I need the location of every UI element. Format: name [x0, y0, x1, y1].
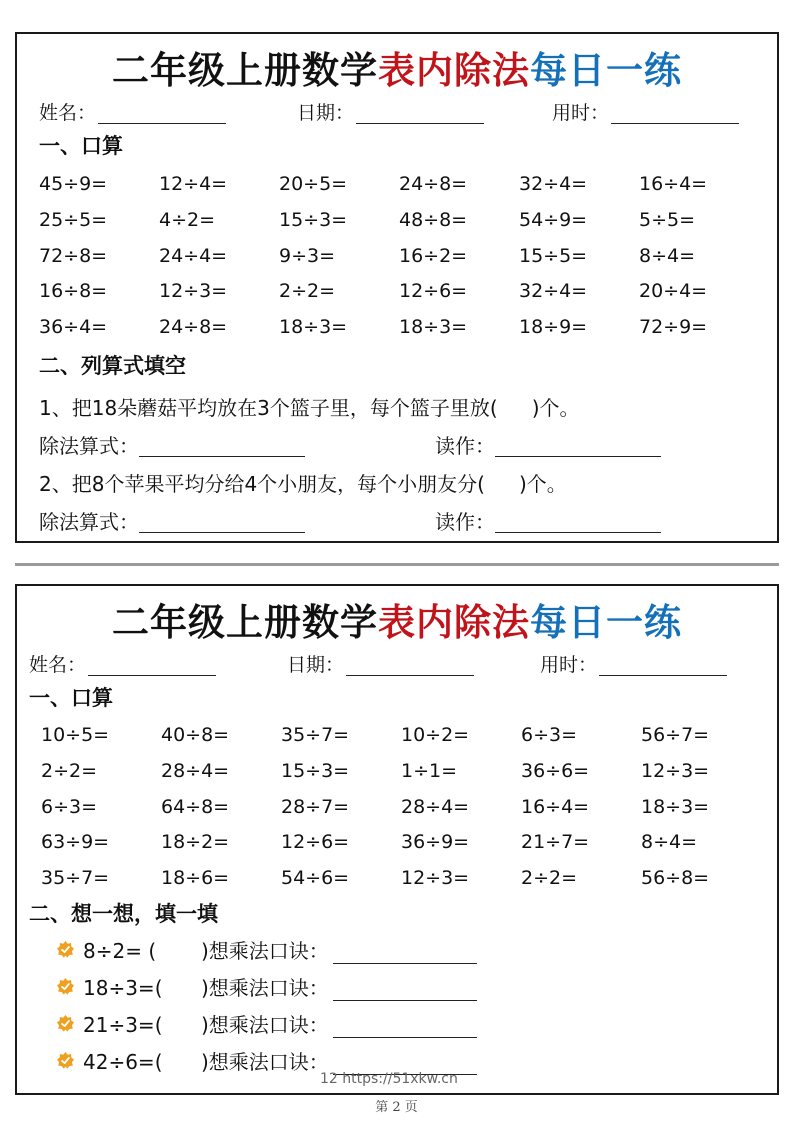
- calc-problem: 4÷2=: [159, 208, 216, 231]
- multiplication-rhyme-prompt: )想乘法口诀：: [201, 939, 329, 963]
- name-label: 姓名：: [39, 102, 97, 124]
- calc-problem: 21÷7=: [521, 831, 590, 854]
- calc-problem: 56÷7=: [641, 724, 710, 746]
- date-blank[interactable]: [356, 103, 484, 124]
- orange-check-badge-icon: [57, 1052, 74, 1069]
- calc-problem: 35÷7=: [41, 867, 110, 890]
- page-divider: [15, 563, 779, 566]
- calc-problem: 36÷6=: [521, 759, 590, 782]
- calc-problem: 6÷3=: [41, 795, 98, 818]
- orange-check-badge-icon: [57, 941, 74, 958]
- calc-problem: 2÷2=: [41, 759, 98, 782]
- section-think-fill-title: 二、想一想，填一填: [29, 902, 218, 926]
- equation-label: 除法算式：: [39, 510, 139, 534]
- multiplication-rhyme-prompt: )想乘法口诀：: [201, 976, 329, 1000]
- word-problem-1-text: 1、把18朵蘑菇平均放在3个篮子里，每个篮子里放(: [39, 396, 498, 420]
- section-oral-calc-title: 一、口算: [29, 686, 113, 710]
- read-label: 读作：: [435, 434, 495, 458]
- word-problem-2-tail: )个。: [518, 472, 567, 496]
- think-fill-item: [83, 1010, 477, 1040]
- equation-blank[interactable]: [139, 512, 305, 533]
- time-blank[interactable]: [611, 103, 739, 124]
- multiplication-rhyme-prompt: )想乘法口诀：: [201, 1050, 329, 1074]
- calc-problem: 5÷5=: [639, 208, 696, 231]
- calc-problem: 24÷4=: [159, 244, 228, 267]
- calc-problem: 72÷9=: [639, 316, 708, 339]
- calc-problem: 28÷4=: [401, 795, 470, 818]
- word-problem-2: [39, 468, 567, 497]
- calc-problem: 54÷6=: [281, 867, 350, 890]
- calc-problem: 1÷1=: [401, 759, 458, 782]
- title-part-daily: 每日一练: [530, 49, 682, 92]
- orange-check-badge-icon: [57, 1015, 74, 1032]
- read-line-1: [435, 430, 661, 459]
- calc-problem: 36÷9=: [401, 831, 470, 854]
- calc-problem: 36÷4=: [39, 316, 108, 339]
- equation-label: 除法算式：: [39, 434, 139, 458]
- page-number: 第 2 页: [375, 1100, 418, 1115]
- date-label: 日期：: [297, 102, 355, 124]
- equation-line-2: [39, 506, 305, 535]
- division-expression: 8÷2= (: [83, 939, 157, 963]
- calc-problem: 10÷2=: [401, 724, 470, 746]
- worksheet-1: [15, 32, 779, 543]
- calc-problem: 24÷8=: [159, 316, 228, 339]
- calc-problem: 20÷4=: [639, 280, 708, 303]
- orange-check-badge-icon: [57, 978, 74, 995]
- oral-calc-grid: [41, 718, 761, 897]
- calc-problem: 12÷3=: [401, 867, 470, 890]
- calc-problem: 16÷4=: [639, 173, 708, 195]
- think-fill-item: [83, 936, 477, 966]
- calc-problem: 64÷8=: [161, 795, 230, 818]
- name-blank[interactable]: [88, 655, 216, 676]
- calc-problem: 8÷4=: [641, 831, 698, 854]
- rhyme-answer-blank[interactable]: [333, 980, 477, 1001]
- read-label: 读作：: [435, 510, 495, 534]
- time-label: 用时：: [540, 654, 598, 676]
- title-part-topic: 表内除法: [378, 601, 530, 644]
- calc-problem: 54÷9=: [519, 208, 588, 231]
- calc-problem: 63÷9=: [41, 831, 110, 854]
- calc-problem: 40÷8=: [161, 724, 230, 746]
- name-field[interactable]: [39, 98, 226, 125]
- watermark-url: 12 https://51xkw.cn: [320, 1071, 458, 1087]
- title-part-daily: 每日一练: [530, 601, 682, 644]
- worksheet-title: [17, 592, 777, 646]
- calc-problem: 16÷2=: [399, 244, 468, 267]
- calc-problem: 56÷8=: [641, 867, 710, 890]
- equation-blank[interactable]: [139, 436, 305, 457]
- calc-problem: 10÷5=: [41, 724, 110, 746]
- calc-problem: 18÷2=: [161, 831, 230, 854]
- calc-problem: 18÷6=: [161, 867, 230, 890]
- equation-line-1: [39, 430, 305, 459]
- calc-problem: 12÷3=: [641, 759, 710, 782]
- calc-problem: 20÷5=: [279, 173, 348, 195]
- calc-problem: 6÷3=: [521, 724, 578, 746]
- word-problem-1: [39, 392, 580, 421]
- calc-problem: 24÷8=: [399, 173, 468, 195]
- calc-problem: 18÷9=: [519, 316, 588, 339]
- calc-problem: 12÷6=: [281, 831, 350, 854]
- think-fill-item: [83, 973, 477, 1003]
- section-oral-calc-title: 一、口算: [39, 134, 123, 158]
- calc-problem: 16÷4=: [521, 795, 590, 818]
- section-word-problems-title: 二、列算式填空: [39, 354, 186, 378]
- name-blank[interactable]: [98, 103, 226, 124]
- calc-problem: 12÷6=: [399, 280, 468, 303]
- time-field[interactable]: [552, 98, 739, 125]
- calc-problem: 45÷9=: [39, 173, 108, 195]
- calc-problem: 18÷3=: [279, 316, 348, 339]
- time-field[interactable]: [540, 650, 727, 677]
- read-blank[interactable]: [495, 436, 661, 457]
- date-field[interactable]: [297, 98, 484, 125]
- calc-problem: 35÷7=: [281, 724, 350, 746]
- date-field[interactable]: [287, 650, 474, 677]
- calc-problem: 2÷2=: [279, 280, 336, 303]
- calc-problem: 9÷3=: [279, 244, 336, 267]
- calc-problem: 12÷4=: [159, 173, 228, 195]
- rhyme-answer-blank[interactable]: [333, 1017, 477, 1038]
- date-blank[interactable]: [346, 655, 474, 676]
- calc-problem: 28÷4=: [161, 759, 230, 782]
- calc-problem: 8÷4=: [639, 244, 696, 267]
- title-part-grade: 二年级上册数学: [112, 49, 378, 92]
- time-blank[interactable]: [599, 655, 727, 676]
- worksheet-2: [15, 584, 779, 1095]
- calc-problem: 48÷8=: [399, 208, 468, 231]
- calc-problem: 18÷3=: [641, 795, 710, 818]
- name-label: 姓名：: [29, 654, 87, 676]
- calc-problem: 15÷3=: [281, 759, 350, 782]
- word-problem-1-tail: )个。: [531, 396, 580, 420]
- read-blank[interactable]: [495, 512, 661, 533]
- division-expression: 18÷3=(: [83, 976, 163, 1000]
- calc-problem: 32÷4=: [519, 173, 588, 195]
- calc-problem: 15÷5=: [519, 244, 588, 267]
- division-expression: 42÷6=(: [83, 1050, 163, 1074]
- oral-calc-grid: [39, 167, 759, 346]
- calc-problem: 16÷8=: [39, 280, 108, 303]
- calc-problem: 18÷3=: [399, 316, 468, 339]
- date-label: 日期：: [287, 654, 345, 676]
- calc-problem: 72÷8=: [39, 244, 108, 267]
- time-label: 用时：: [552, 102, 610, 124]
- read-line-2: [435, 506, 661, 535]
- multiplication-rhyme-prompt: )想乘法口诀：: [201, 1013, 329, 1037]
- division-expression: 21÷3=(: [83, 1013, 163, 1037]
- title-part-grade: 二年级上册数学: [112, 601, 378, 644]
- title-part-topic: 表内除法: [378, 49, 530, 92]
- calc-problem: 25÷5=: [39, 208, 108, 231]
- calc-problem: 32÷4=: [519, 280, 588, 303]
- worksheet-title: [17, 40, 777, 94]
- calc-problem: 28÷7=: [281, 795, 350, 818]
- word-problem-2-text: 2、把8个苹果平均分给4个小朋友，每个小朋友分(: [39, 472, 485, 496]
- calc-problem: 12÷3=: [159, 280, 228, 303]
- name-field[interactable]: [29, 650, 216, 677]
- calc-problem: 2÷2=: [521, 867, 578, 890]
- calc-problem: 15÷3=: [279, 208, 348, 231]
- rhyme-answer-blank[interactable]: [333, 943, 477, 964]
